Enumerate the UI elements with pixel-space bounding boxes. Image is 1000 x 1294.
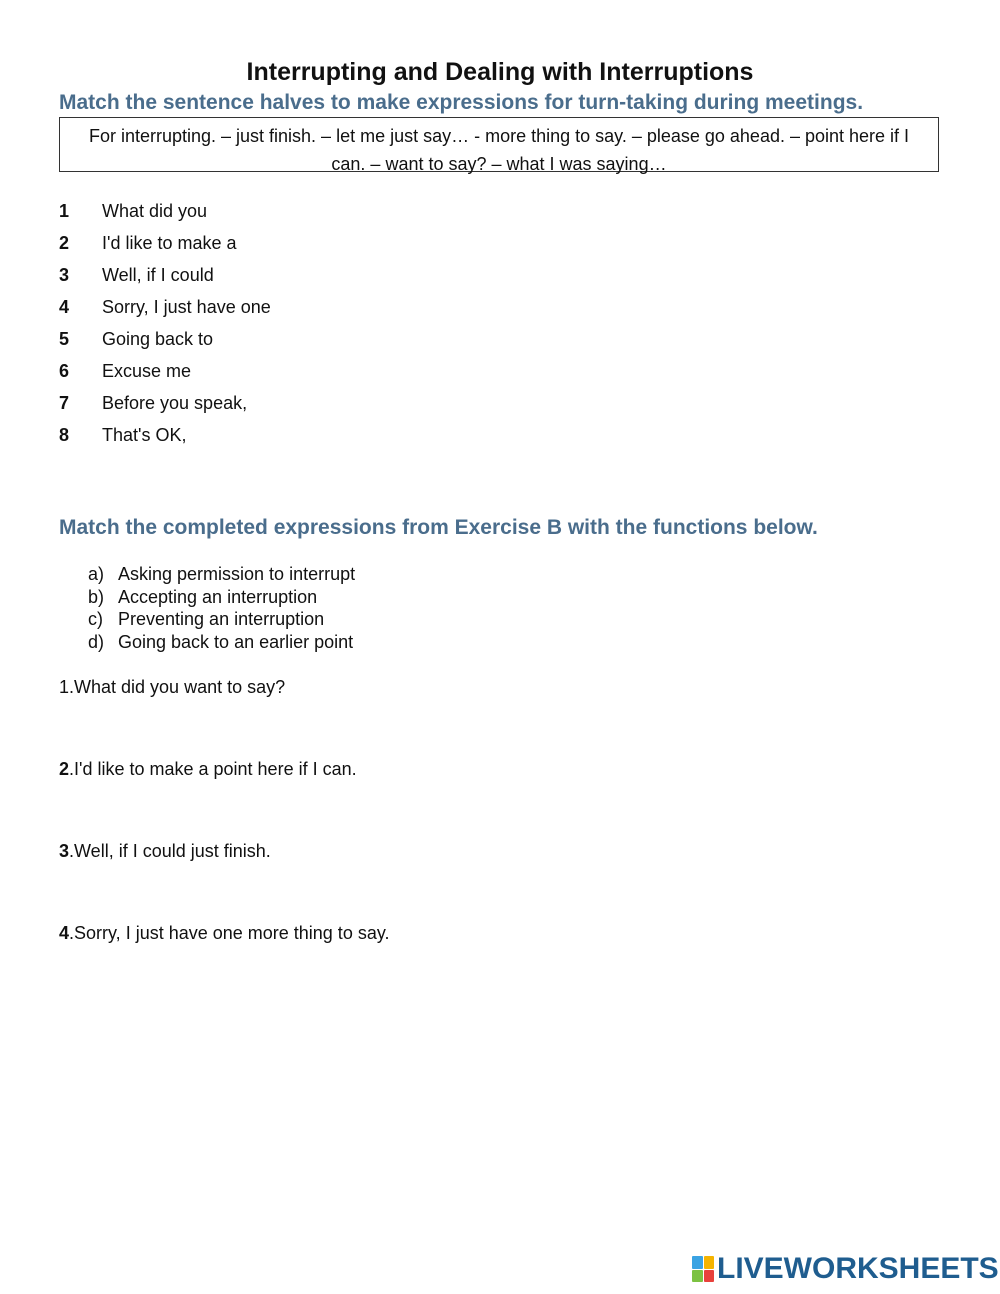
list-item [59, 263, 271, 295]
list-item [59, 423, 271, 455]
answer-number: 3 [59, 841, 70, 861]
logo-tile [692, 1256, 703, 1269]
function-letter: d) [88, 631, 105, 652]
function-letter: b) [88, 586, 105, 607]
answer-line-3 [59, 841, 271, 862]
item-text: Going back to [102, 329, 214, 349]
logo-tile [704, 1270, 715, 1283]
page-title: Interrupting and Dealing with Interruptions [246, 58, 754, 86]
function-item [88, 608, 355, 631]
list-item [59, 199, 271, 231]
function-item [88, 631, 355, 654]
list-item [59, 391, 271, 423]
function-item [88, 586, 355, 609]
answer-number: 2 [59, 759, 70, 779]
function-letter: a) [88, 564, 105, 584]
item-text: Sorry, I just have one [102, 297, 271, 317]
item-number: 8 [59, 425, 70, 445]
list-item [59, 327, 271, 359]
function-text: Going back to an earlier point [118, 631, 354, 652]
list-item [59, 359, 271, 391]
function-item [88, 563, 355, 586]
answer-text: .Well, if I could just finish. [69, 841, 271, 861]
answer-line-1 [59, 677, 285, 698]
word-box: For interrupting. – just finish. – let me just say… - more thing to say. – please go ahead. – point here if I can. – want to say? – what I was saying… [59, 117, 939, 172]
item-number: 4 [59, 297, 70, 317]
answer-number: 1 [59, 677, 70, 697]
logo-tile [704, 1256, 715, 1269]
item-number: 7 [59, 393, 70, 413]
liveworksheets-icon [692, 1256, 714, 1282]
item-text: Well, if I could [102, 265, 214, 285]
answer-number: 4 [59, 923, 70, 943]
brand-name: LIVEWORKSHEETS [717, 1252, 999, 1285]
list-item [59, 295, 271, 327]
item-number: 1 [59, 201, 70, 221]
item-text: Excuse me [102, 361, 192, 381]
item-text: I'd like to make a [102, 233, 237, 253]
item-number: 6 [59, 361, 70, 381]
exercise-c-heading: Match the completed expressions from Exercise B with the functions below. [59, 516, 818, 539]
item-number: 2 [59, 233, 70, 253]
list-item [59, 231, 271, 263]
item-text: Before you speak, [102, 393, 248, 413]
functions-list [88, 563, 355, 653]
function-text: Asking permission to interrupt [118, 564, 356, 584]
sentence-halves-list [59, 199, 271, 455]
answer-text: .I'd like to make a point here if I can. [69, 759, 357, 779]
function-letter: c) [88, 609, 103, 629]
exercise-b-heading: Match the sentence halves to make expressions for turn-taking during meetings. [59, 91, 864, 114]
liveworksheets-logo [692, 1252, 999, 1286]
function-text: Accepting an interruption [118, 586, 318, 607]
answer-line-4 [59, 923, 390, 944]
logo-tile [692, 1270, 703, 1283]
answer-text: .Sorry, I just have one more thing to say. [69, 923, 390, 943]
item-text: That's OK, [102, 425, 187, 445]
item-text: What did you [102, 201, 208, 221]
answer-line-2 [59, 759, 357, 780]
answer-text: .What did you want to say? [69, 677, 286, 697]
function-text: Preventing an interruption [118, 609, 325, 629]
item-number: 5 [59, 329, 70, 349]
item-number: 3 [59, 265, 70, 285]
